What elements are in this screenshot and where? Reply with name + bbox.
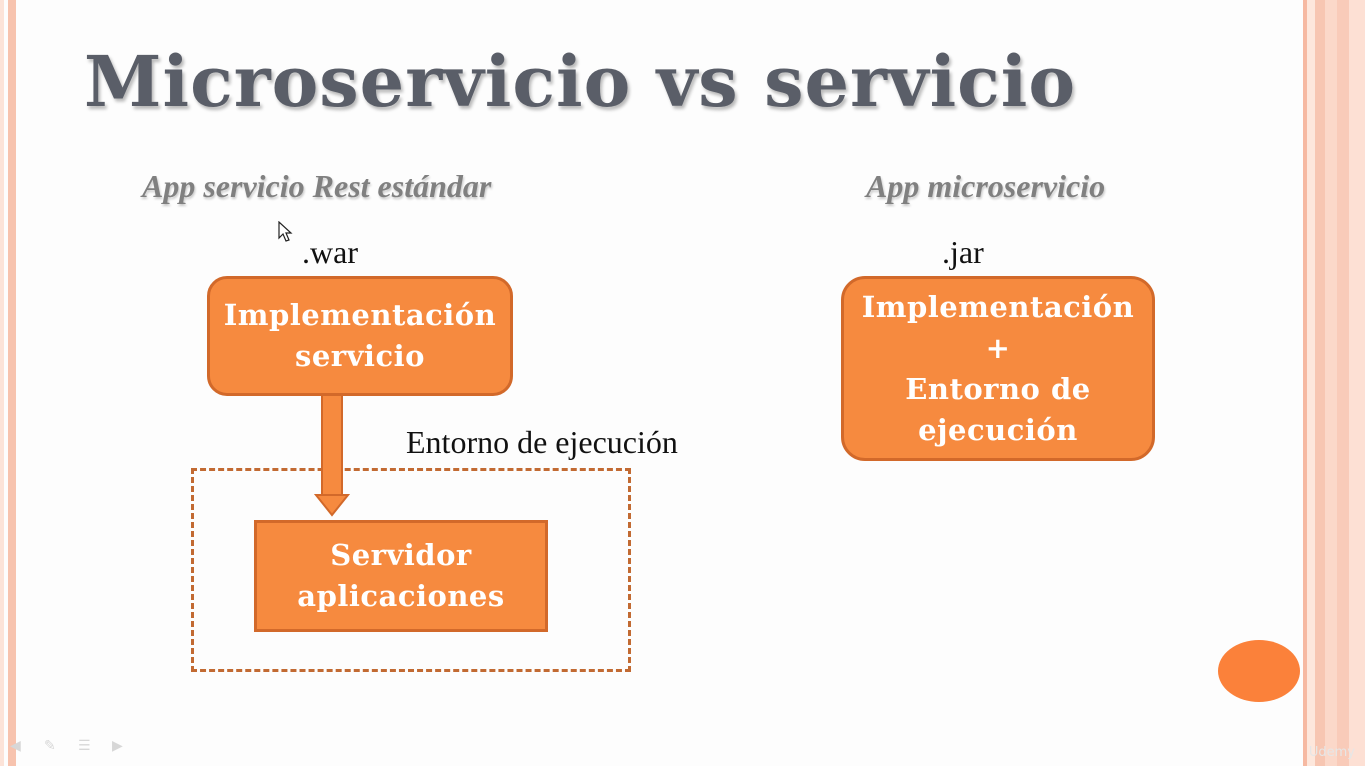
right-border-stripes [1303,0,1365,766]
micro-box-line2: + [985,330,1011,365]
cursor-arrow-icon [278,221,294,243]
server-box-line1: Servidor [330,538,472,572]
forward-icon[interactable]: ▶ [112,738,123,754]
impl-box-line1: Implementación [223,298,497,332]
subtitle-microservice-app: App microservicio [866,168,1106,204]
micro-box-line3: Entorno de [905,371,1091,406]
left-border-stripe-inner [0,0,4,766]
microservice-box [841,276,1155,461]
micro-box-line4: ejecución [918,412,1078,447]
presentation-toolbar [10,738,132,754]
decorative-circle [1218,640,1300,702]
menu-icon[interactable]: ☰ [78,738,91,754]
server-box-line2: aplicaciones [297,579,505,613]
udemy-watermark: Udemy [1308,745,1355,760]
pointer-icon[interactable]: ◀ [10,738,21,754]
environment-label: Entorno de ejecución [406,424,678,460]
impl-box-line2: servicio [295,339,425,373]
slide-title: Microservicio vs servicio [84,40,1077,123]
down-arrow-icon [312,395,352,517]
left-border-stripe [8,0,16,766]
micro-box-line1: Implementación [861,289,1135,324]
application-server-box [254,520,548,632]
pen-icon[interactable]: ✎ [44,738,56,754]
jar-extension-label: .jar [942,234,984,270]
subtitle-rest-app: App servicio Rest estándar [142,168,492,204]
war-extension-label: .war [302,234,358,270]
implementation-service-box [207,276,513,396]
